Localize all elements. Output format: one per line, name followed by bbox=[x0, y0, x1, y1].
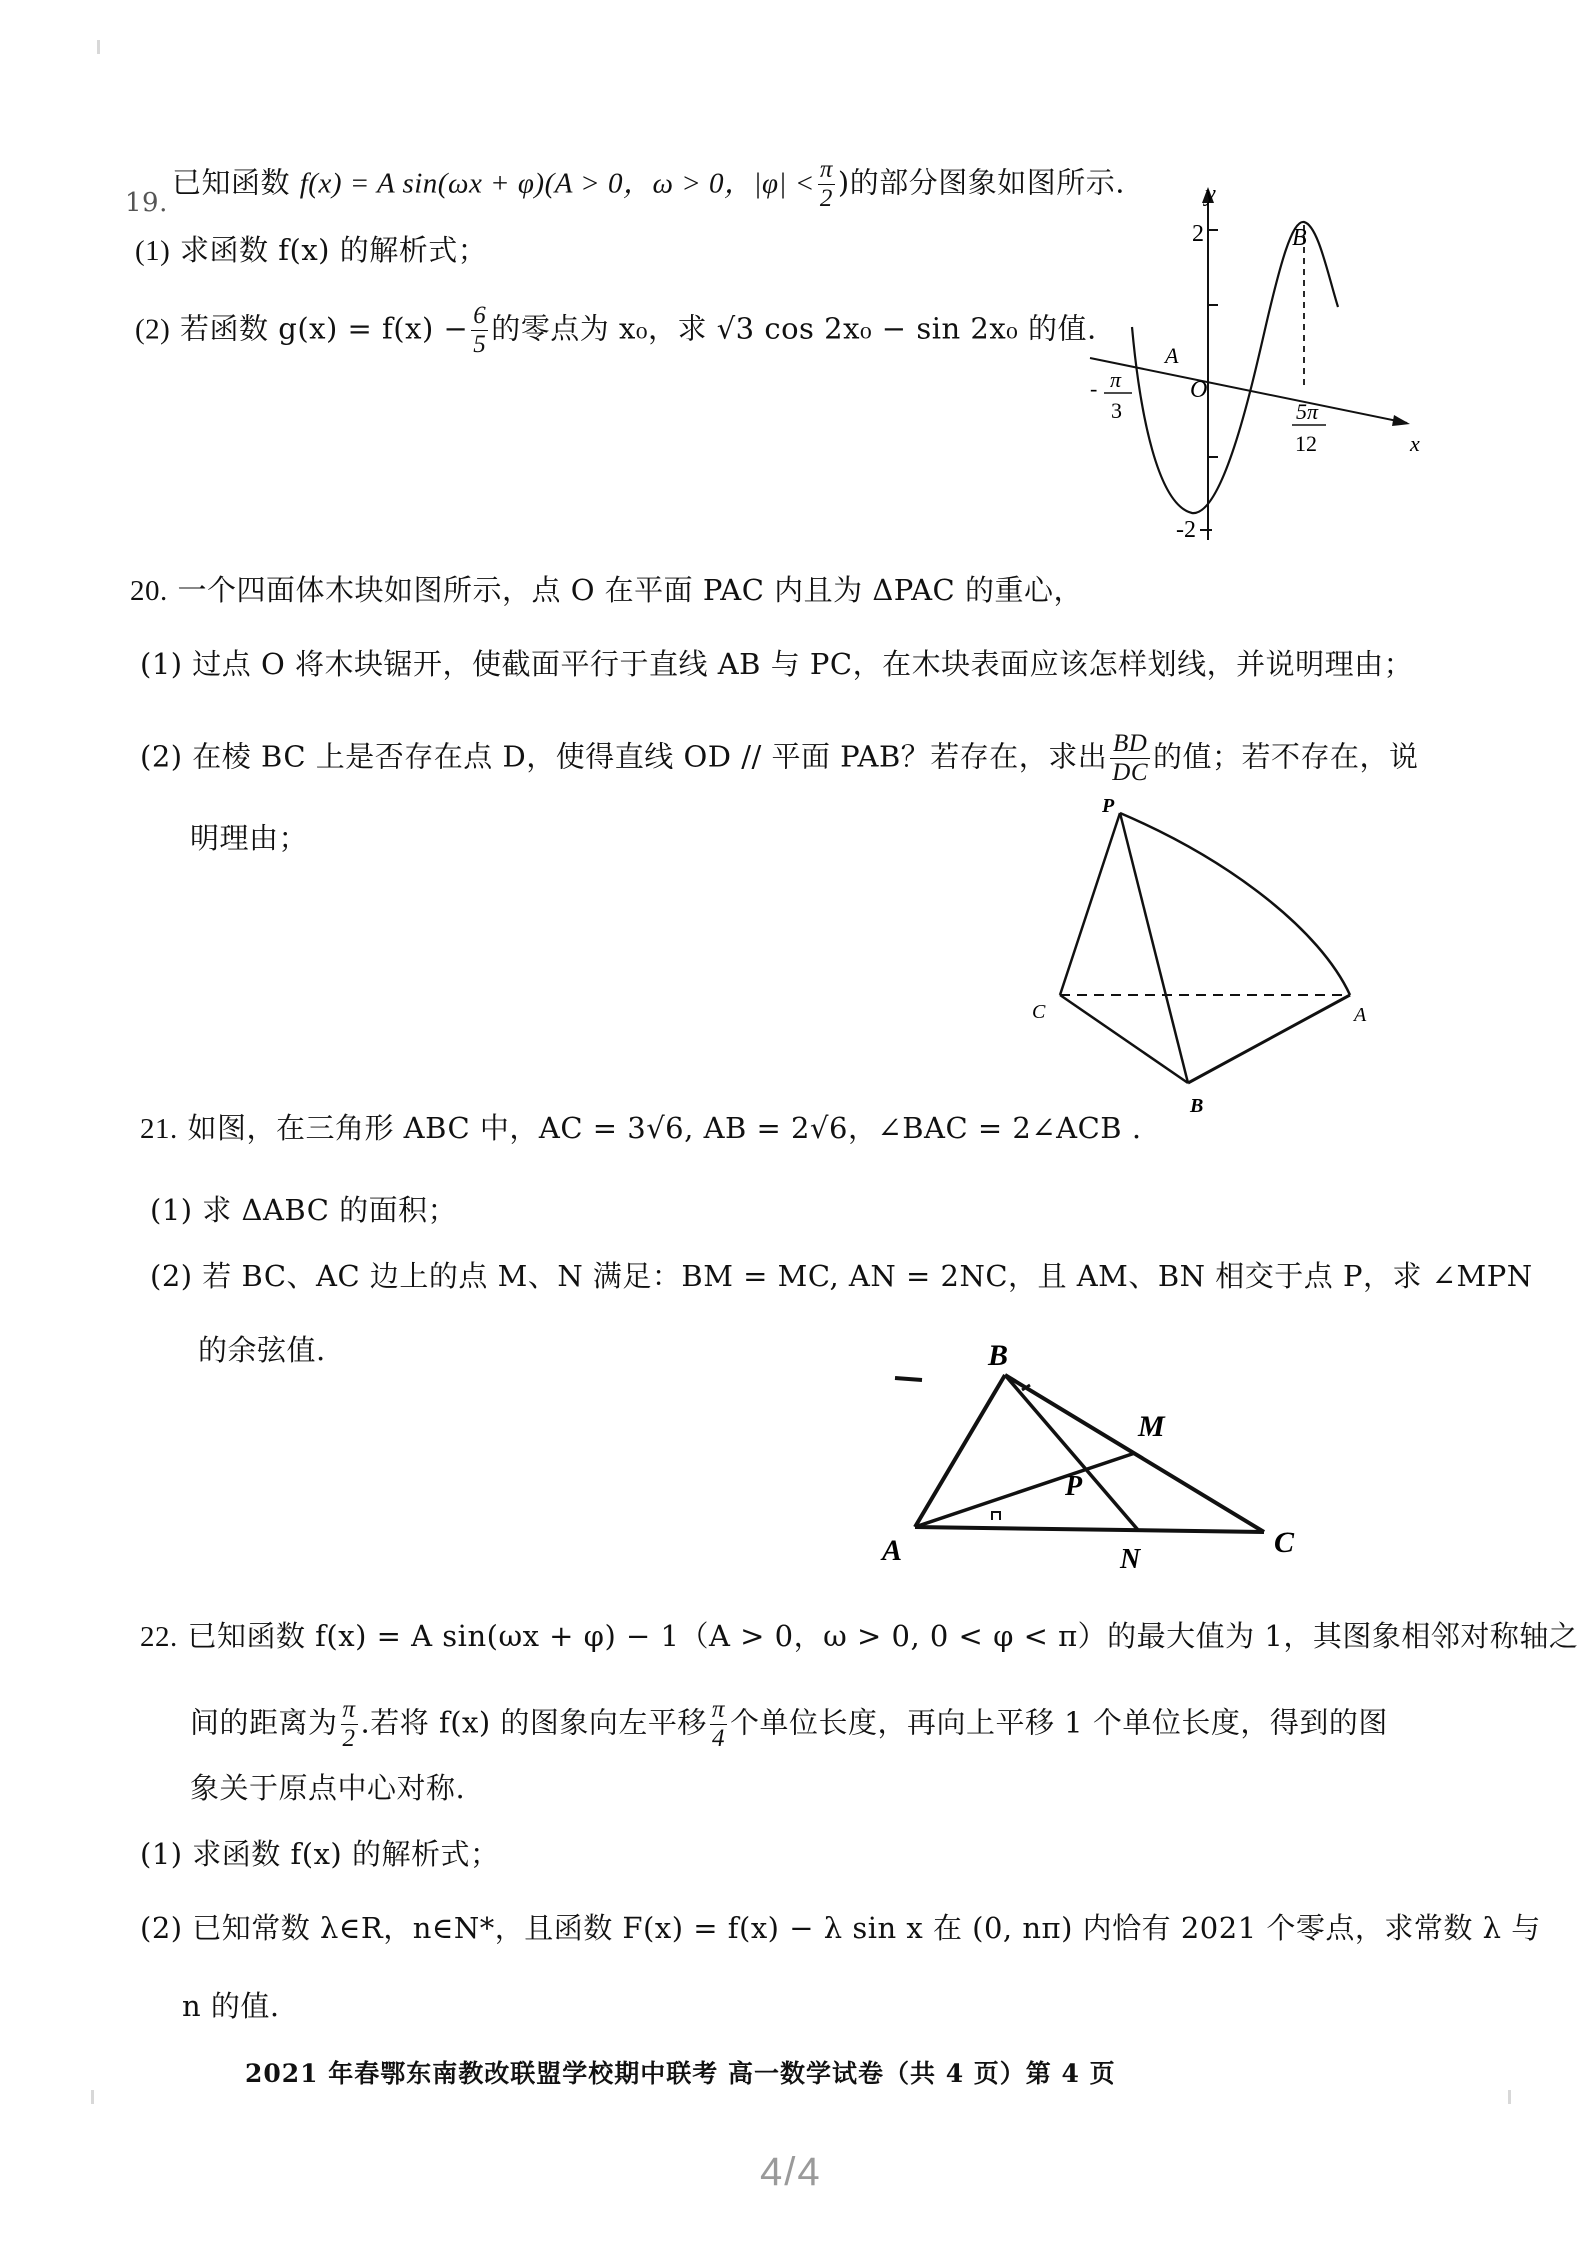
y-min-label: -2 bbox=[1176, 517, 1196, 543]
side-ab bbox=[915, 1375, 1005, 1527]
x-left-den: 3 bbox=[1111, 398, 1122, 423]
x-left-sign: - bbox=[1090, 376, 1098, 401]
sub-question-2-cont: n 的值. bbox=[182, 1989, 280, 2023]
question-number: 19. bbox=[125, 188, 168, 218]
question-stem: 22. 已知函数 f(x) = A sin(ωx + φ) − 1（A > 0，ω > 0, 0 < φ < π）的最大值为 1，其图象相邻对称轴之 bbox=[140, 1619, 1579, 1653]
vertex-c-label: C bbox=[1032, 1001, 1046, 1023]
y-axis-label: y bbox=[1205, 181, 1216, 207]
x-axis bbox=[1090, 358, 1407, 423]
vertex-c-label: C bbox=[1274, 1526, 1295, 1559]
edge-ba bbox=[1188, 995, 1350, 1083]
y-max-label: 2 bbox=[1192, 221, 1204, 247]
sub-question-2: (2) 已知常数 λ∈R，n∈N*，且函数 F(x) = f(x) − λ sin x 在 (0, nπ) 内恰有 2021 个零点，求常数 λ 与 bbox=[140, 1911, 1541, 1945]
x-axis-arrow bbox=[1392, 415, 1410, 426]
page-footer: 2021 年春鄂东南教改联盟学校期中联考 高一数学试卷（共 4 页）第 4 页 bbox=[245, 2059, 1116, 2088]
vertex-b-label: B bbox=[1190, 1095, 1204, 1117]
sub-question-2: (2) 若 BC、AC 边上的点 M、N 满足：BM = MC, AN = 2NC，且 AM、BN 相交于点 P，求 ∠MPN bbox=[150, 1259, 1533, 1293]
sub-question-1: (1) 求函数 f(x) 的解析式； bbox=[140, 1837, 500, 1871]
page-indicator: 4/4 bbox=[760, 2150, 822, 2194]
vertex-a-label: A bbox=[882, 1534, 903, 1567]
scan-mark bbox=[1508, 2090, 1511, 2104]
sub-question-1: (1) 求 ΔABC 的面积； bbox=[150, 1193, 458, 1227]
edge-pa bbox=[1120, 813, 1350, 995]
x-left-num: π bbox=[1110, 367, 1122, 392]
fraction: $\frac{\pi}{2}$ bbox=[819, 156, 833, 212]
origin-label: O bbox=[1190, 377, 1208, 403]
x-axis-label: x bbox=[1410, 431, 1420, 456]
sub-question-2: (2) 在棱 BC 上是否存在点 D，使得直线 OD // 平面 PAB？若存在，求出 $\frac{BD}{DC}$ 的值；若不存在，说 bbox=[140, 730, 1419, 786]
scan-mark bbox=[91, 2090, 94, 2104]
tetrahedron-figure bbox=[1020, 790, 1400, 1120]
fraction: $\frac{\pi}{4}$ bbox=[711, 1696, 725, 1752]
question-stem-line-2: 间的距离为 $\frac{\pi}{2}$ .若将 f(x) 的图象向左平移 $\frac{\pi}{4}$ 个单位长度，再向上平移 1 个单位长度，得到的图 bbox=[190, 1696, 1388, 1752]
point-b-label: B bbox=[1292, 225, 1307, 251]
sine-curve bbox=[1132, 222, 1338, 513]
triangle-figure bbox=[870, 1320, 1320, 1570]
point-a-label: A bbox=[1165, 343, 1179, 368]
sub-question-2-cont: 的余弦值. bbox=[198, 1333, 326, 1367]
question-stem-line-3: 象关于原点中心对称. bbox=[190, 1771, 466, 1805]
fraction: $\frac{BD}{DC}$ bbox=[1112, 730, 1149, 786]
sub-question-2: (2) 若函数 g(x) = f(x) − $\frac{6}{5}$ 的零点为 x₀，求 √3 cos 2x₀ − sin 2x₀ 的值. bbox=[135, 302, 1097, 358]
question-stem: 21. 如图，在三角形 ABC 中，AC = 3√6, AB = 2√6，∠BAC = 2∠ACB . bbox=[140, 1111, 1142, 1145]
scan-stroke bbox=[895, 1378, 922, 1380]
sine-graph-figure bbox=[1080, 175, 1430, 555]
segment-bn bbox=[1005, 1375, 1138, 1530]
vertex-b-label: B bbox=[988, 1339, 1009, 1372]
scan-mark bbox=[97, 40, 100, 54]
edge-pc bbox=[1060, 813, 1120, 995]
fraction: $\frac{\pi}{2}$ bbox=[342, 1696, 356, 1752]
sub-question-1: (1) 过点 O 将木块锯开，使截面平行于直线 AB 与 PC，在木块表面应该怎样划线，并说明理由； bbox=[140, 647, 1414, 681]
point-p-label: P bbox=[1065, 1471, 1083, 1502]
side-ac bbox=[915, 1527, 1264, 1532]
point-m-label: M bbox=[1138, 1410, 1165, 1443]
sub-question-1: (1) 求函数 f(x) 的解析式； bbox=[135, 233, 488, 267]
question-stem: 已知函数 f(x) = A sin(ωx + φ)(A > 0，ω > 0，|φ| < $\frac{\pi}{2}$ )的部分图象如图所示. bbox=[172, 156, 1125, 212]
fraction: $\frac{6}{5}$ bbox=[473, 302, 487, 358]
sub-question-2-cont: 明理由； bbox=[190, 821, 309, 855]
vertex-p-label: P bbox=[1102, 795, 1115, 817]
question-stem: 20. 一个四面体木块如图所示，点 O 在平面 PAC 内且为 ΔPAC 的重心， bbox=[130, 573, 1083, 607]
point-n-label: N bbox=[1120, 1544, 1141, 1570]
vertex-a-label: A bbox=[1354, 1004, 1367, 1026]
x-right-den: 12 bbox=[1295, 431, 1317, 456]
x-right-num: 5π bbox=[1296, 399, 1319, 424]
